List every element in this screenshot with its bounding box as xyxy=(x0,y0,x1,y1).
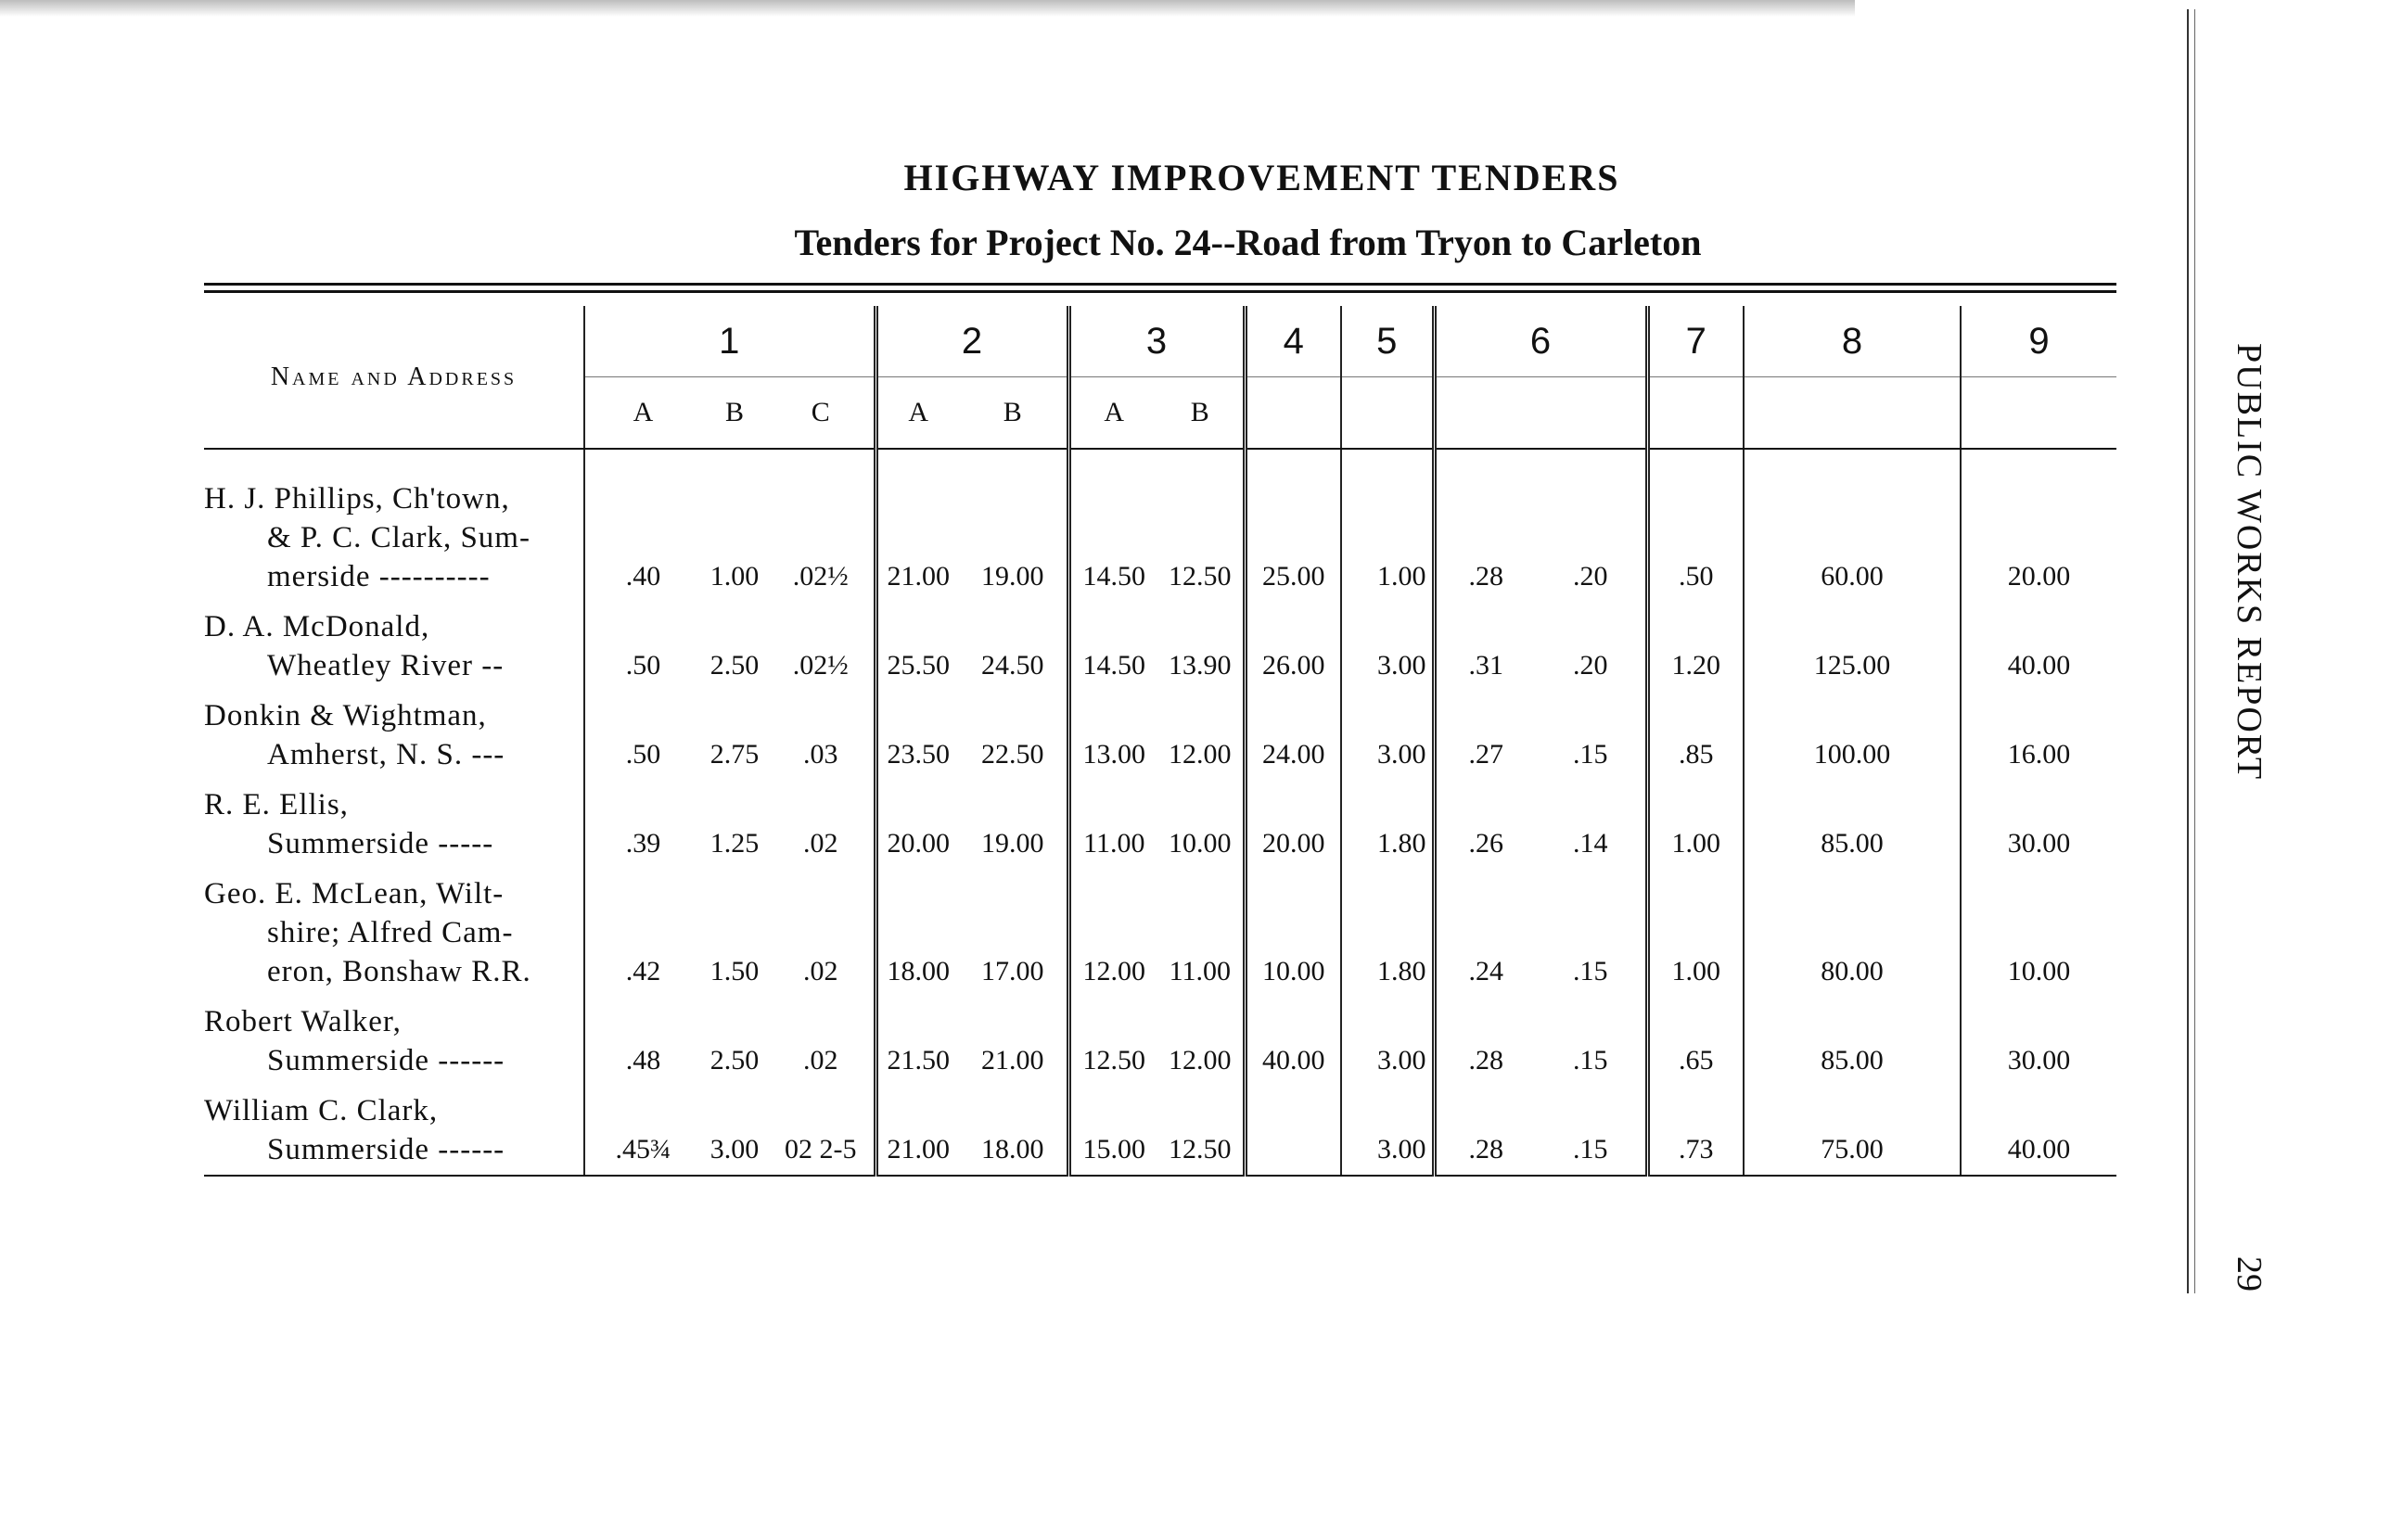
value-cell: 12.50 xyxy=(1169,561,1232,592)
value-cell: .02 xyxy=(803,956,838,986)
top-rule xyxy=(204,283,2116,286)
column-number-row xyxy=(204,306,2116,377)
value-cell: .45¾ xyxy=(584,1086,701,1176)
subcol-2b: B xyxy=(959,377,1068,450)
table-row xyxy=(204,474,2116,602)
value-cell: 80.00 xyxy=(1744,869,1961,997)
value-cell xyxy=(1245,1086,1341,1176)
tenders-table xyxy=(204,306,2116,1177)
name-line: Robert Walker, xyxy=(204,1005,402,1038)
scan-shadow xyxy=(0,0,1855,17)
value-cell: 21.00 xyxy=(876,474,959,602)
value-cell: .27 xyxy=(1434,691,1536,780)
value-cell: 30.00 xyxy=(1961,780,2116,869)
value-cell: 125.00 xyxy=(1744,602,1961,691)
value-cell: 13.00 xyxy=(1068,691,1157,780)
column-2-header: 2 xyxy=(876,306,1068,377)
table-row xyxy=(204,1086,2116,1176)
column-5-header: 5 xyxy=(1341,306,1434,377)
value-cell: 3.00 xyxy=(1341,1086,1434,1176)
value-cell: 12.50 xyxy=(1157,1086,1245,1176)
value-cell: 85.00 xyxy=(1744,780,1961,869)
value-cell: 2.75 xyxy=(709,739,760,770)
value-cell: .40 xyxy=(584,474,701,602)
value-cell: .50 xyxy=(1647,474,1744,602)
value-cell: .03 xyxy=(803,739,838,770)
value-cell: 14.50 xyxy=(1068,474,1157,602)
value-cell: .24 xyxy=(1434,869,1536,997)
value-cell: .26 xyxy=(1434,780,1536,869)
value-cell: 14.50 xyxy=(1068,602,1157,691)
value-cell: 1.25 xyxy=(709,828,760,859)
name-line: Wheatley River -- xyxy=(267,649,505,682)
top-rule-2 xyxy=(204,290,2116,293)
value-cell: 1.00 xyxy=(709,561,760,592)
value-cell: 21.50 xyxy=(876,997,959,1086)
value-cell: 19.00 xyxy=(981,561,1044,592)
page-number: 29 xyxy=(2230,1256,2269,1292)
name-address-cell xyxy=(204,691,584,780)
value-cell: 19.00 xyxy=(981,828,1044,859)
value-cell: 75.00 xyxy=(1744,1086,1961,1176)
subcol-3a: A xyxy=(1068,377,1157,450)
value-cell: 25.50 xyxy=(876,602,959,691)
name-address-header: Name and Address xyxy=(204,306,584,449)
value-cell: 1.00 xyxy=(1341,474,1434,602)
table-row xyxy=(204,780,2116,869)
value-cell: 26.00 xyxy=(1245,602,1341,691)
subcol-3b: B xyxy=(1157,377,1245,450)
value-cell: 1.00 xyxy=(1647,869,1744,997)
name-address-cell xyxy=(204,997,584,1086)
value-cell: 21.00 xyxy=(876,1086,959,1176)
value-cell: 1.00 xyxy=(1647,780,1744,869)
name-line: William C. Clark, xyxy=(204,1094,439,1127)
table-row xyxy=(204,691,2116,780)
value-cell: 12.00 xyxy=(1169,1045,1232,1075)
name-line: eron, Bonshaw R.R. xyxy=(267,955,531,988)
value-cell: .28 xyxy=(1434,1086,1536,1176)
value-cell: 12.50 xyxy=(1068,997,1157,1086)
value-cell: .14 xyxy=(1573,828,1608,859)
value-cell: 20.00 xyxy=(1961,474,2116,602)
value-cell: 18.00 xyxy=(959,1086,1068,1176)
value-cell: 22.50 xyxy=(981,739,1044,770)
value-cell: 1.20 xyxy=(1647,602,1744,691)
name-line: shire; Alfred Cam- xyxy=(267,916,514,949)
name-line: D. A. McDonald, xyxy=(204,610,430,643)
value-cell: .65 xyxy=(1647,997,1744,1086)
value-cell: 2.50 xyxy=(709,1045,760,1075)
value-cell: .50 xyxy=(584,602,701,691)
value-cell: .02½ xyxy=(792,650,849,681)
value-cell: 20.00 xyxy=(1245,780,1341,869)
value-cell: 40.00 xyxy=(1961,602,2116,691)
value-cell: .50 xyxy=(584,691,701,780)
value-cell: .73 xyxy=(1647,1086,1744,1176)
table-row xyxy=(204,997,2116,1086)
subcol-4 xyxy=(1245,377,1341,450)
column-7-header: 7 xyxy=(1647,306,1744,377)
value-cell: 40.00 xyxy=(1245,997,1341,1086)
running-head: PUBLIC WORKS REPORT xyxy=(2230,343,2269,782)
value-cell: 20.00 xyxy=(876,780,959,869)
value-cell: 3.00 xyxy=(1341,691,1434,780)
table-row xyxy=(204,869,2116,997)
name-line: Summerside ------ xyxy=(267,1133,505,1166)
subcol-6a xyxy=(1434,377,1536,450)
value-cell: 40.00 xyxy=(1961,1086,2116,1176)
value-cell: .20 xyxy=(1573,650,1608,681)
value-cell: 100.00 xyxy=(1744,691,1961,780)
value-cell: 10.00 xyxy=(1961,869,2116,997)
value-cell: 25.00 xyxy=(1245,474,1341,602)
value-cell: 1.50 xyxy=(709,956,760,986)
value-cell: .15 xyxy=(1573,739,1608,770)
subcol-1b: B xyxy=(701,377,768,450)
value-cell: 11.00 xyxy=(1068,780,1157,869)
value-cell: 18.00 xyxy=(876,869,959,997)
value-cell: .15 xyxy=(1536,1086,1647,1176)
name-line: & P. C. Clark, Sum- xyxy=(267,521,530,554)
name-line: merside ---------- xyxy=(267,560,491,593)
value-cell: 12.00 xyxy=(1068,869,1157,997)
value-cell: 10.00 xyxy=(1169,828,1232,859)
value-cell: .02 xyxy=(803,1045,838,1075)
name-line: Amherst, N. S. --- xyxy=(267,738,505,771)
subcol-6b xyxy=(1536,377,1647,450)
margin-rule-2 xyxy=(2194,9,2195,1293)
margin-rule xyxy=(2187,9,2189,1293)
value-cell: .02 xyxy=(803,828,838,859)
name-line: H. J. Phillips, Ch'town, xyxy=(204,482,510,515)
page-title: HIGHWAY IMPROVEMENT TENDERS xyxy=(903,157,1620,198)
value-cell: 12.00 xyxy=(1169,739,1232,770)
value-cell: 23.50 xyxy=(876,691,959,780)
spacer-row xyxy=(204,449,2116,474)
value-cell: 30.00 xyxy=(1961,997,2116,1086)
value-cell: .20 xyxy=(1573,561,1608,592)
value-cell: .02½ xyxy=(792,561,849,592)
table-body xyxy=(204,449,2116,1176)
value-cell: .15 xyxy=(1573,1045,1608,1075)
page-subtitle: Tenders for Project No. 24--Road from Tryon to Carleton xyxy=(794,222,1702,263)
value-cell: .28 xyxy=(1434,474,1536,602)
value-cell: 2.50 xyxy=(709,650,760,681)
value-cell: .39 xyxy=(584,780,701,869)
subcol-8 xyxy=(1744,377,1961,450)
name-line: Summerside ------ xyxy=(267,1044,505,1077)
column-6-header: 6 xyxy=(1434,306,1647,377)
name-line: Donkin & Wightman, xyxy=(204,699,487,732)
name-address-cell xyxy=(204,869,584,997)
name-address-cell xyxy=(204,780,584,869)
column-4-header: 4 xyxy=(1245,306,1341,377)
tenders-table-wrap xyxy=(204,306,2116,1177)
subcol-7 xyxy=(1647,377,1744,450)
value-cell: 24.50 xyxy=(981,650,1044,681)
value-cell: 3.00 xyxy=(701,1086,768,1176)
value-cell: .85 xyxy=(1647,691,1744,780)
column-9-header: 9 xyxy=(1961,306,2116,377)
name-line: Geo. E. McLean, Wilt- xyxy=(204,877,505,910)
value-cell: .42 xyxy=(584,869,701,997)
column-3-header: 3 xyxy=(1068,306,1245,377)
value-cell: 15.00 xyxy=(1068,1086,1157,1176)
value-cell: 11.00 xyxy=(1169,956,1231,986)
name-address-cell xyxy=(204,474,584,602)
subcol-1a: A xyxy=(584,377,701,450)
value-cell: 10.00 xyxy=(1245,869,1341,997)
value-cell: 17.00 xyxy=(981,956,1044,986)
value-cell: 1.80 xyxy=(1341,869,1434,997)
name-line: Summerside ----- xyxy=(267,827,494,860)
value-cell: 3.00 xyxy=(1341,602,1434,691)
subcol-1c: C xyxy=(768,377,876,450)
value-cell: 13.90 xyxy=(1169,650,1232,681)
table-row xyxy=(204,602,2116,691)
name-address-cell xyxy=(204,602,584,691)
value-cell: 16.00 xyxy=(1961,691,2116,780)
value-cell: 1.80 xyxy=(1341,780,1434,869)
value-cell: .15 xyxy=(1573,956,1608,986)
value-cell: 3.00 xyxy=(1341,997,1434,1086)
value-cell: 85.00 xyxy=(1744,997,1961,1086)
column-8-header: 8 xyxy=(1744,306,1961,377)
value-cell: 24.00 xyxy=(1245,691,1341,780)
value-cell: 02 2-5 xyxy=(768,1086,876,1176)
column-1-header: 1 xyxy=(584,306,876,377)
subcol-5 xyxy=(1341,377,1434,450)
name-address-cell xyxy=(204,1086,584,1176)
subcol-9 xyxy=(1961,377,2116,450)
name-line: R. E. Ellis, xyxy=(204,788,349,821)
subcol-2a: A xyxy=(876,377,959,450)
value-cell: 21.00 xyxy=(981,1045,1044,1075)
value-cell: .31 xyxy=(1434,602,1536,691)
value-cell: .48 xyxy=(584,997,701,1086)
value-cell: .28 xyxy=(1434,997,1536,1086)
value-cell: 60.00 xyxy=(1744,474,1961,602)
